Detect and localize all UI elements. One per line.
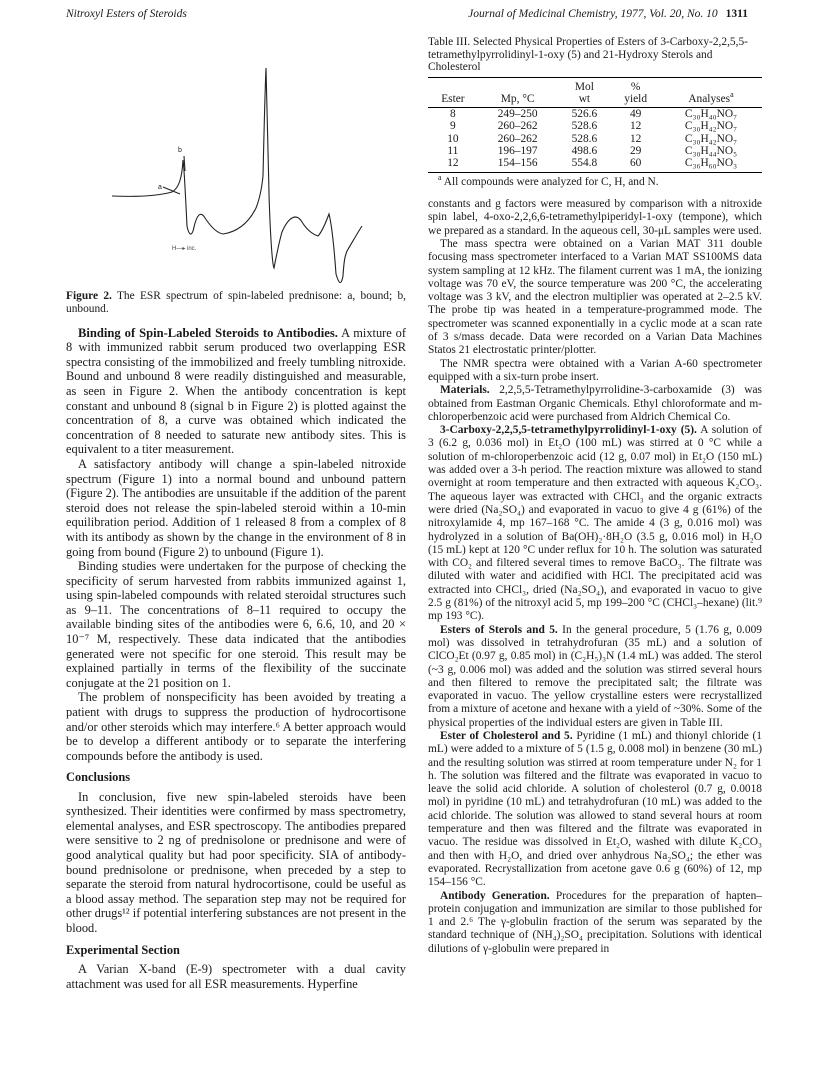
cell-yield: 60: [611, 157, 660, 172]
table-footnote: [438, 173, 762, 189]
run-in-heading: 3-Carboxy-2,2,5,5-tetramethylpyrrolidinyl-1-oxy (5).: [440, 424, 697, 437]
running-header-right: [468, 8, 748, 20]
col-header-wt: wt: [557, 93, 611, 108]
journal-citation: Journal of Medicinal Chemistry, 1977, Vol. 20, No. 10: [468, 8, 718, 20]
footnote-marker: a: [730, 89, 734, 99]
paragraph-nmr: The NMR spectra were obtained with a Varian A-60 spectrometer equipped with a six-turn probe insert.: [428, 357, 762, 383]
table-title: Table III. Selected Physical Properties of Esters of 3-Carboxy-2,2,5,5-tetramethylpyrrolidinyl-1-oxy (5) and 21-Hydroxy Sterols and Cholesterol: [428, 36, 748, 74]
page-number: 1311: [725, 8, 748, 20]
col-header-ester: Ester: [428, 93, 478, 108]
paragraph-conclusions: In conclusion, five new spin-labeled steroids have been synthesized. Their identities were confirmed by mass spectrometry, elemental analyses, and ESR spectroscopy. The antibodies prepared were sensitive to 2 ng of prednisolone or prednisone and were of good analytical quality but had poor specificity. SIA of antibody-bound prednisolone or prednisone, when preceded by a step to separate the steroid from natural hydrocortisone, could be useful as a blood assay method. The separation step may not be required for other drugs¹² if potential interfering substances are not present in the blood.: [66, 789, 406, 936]
cell-mp: 260–262: [497, 120, 538, 133]
esr-trace-bound: [112, 160, 223, 234]
table-row: [428, 133, 762, 145]
paragraph-nitroxyl-acid: [428, 424, 762, 623]
cell-ester: 10: [447, 132, 459, 145]
table-footnote-text: All compounds were analyzed for C, H, and N.: [441, 175, 659, 188]
cell-yield: 12: [629, 132, 642, 145]
cell-yield: 49: [629, 107, 642, 120]
paragraph-text: In the general procedure, 5 (1.76 g, 0.009 mol) was dissolved in tetrahydrofuran (35 mL) and a solution of ClCO₂Et (0.97 g, 0.85 mol) in (C₂H₅)₃N (1.4 mL) was added. The sterol (~3 g, 0.006 mol) was added and the solution was stirred several hours and then filtered to remove the precipitated salt; the filtrate was evaporated in vacuo. The yellow crystalline esters were recrystallized from a mixture of acetone and hexane with a yield of ~30%. Some of the physical properties of the individual esters are given in Table III.: [428, 623, 762, 729]
figure-2: [66, 36, 406, 284]
cell-ester: 9: [450, 120, 456, 133]
section-heading-experimental: Experimental Section: [66, 942, 180, 957]
cell-mw: 554.8: [557, 157, 611, 172]
run-in-heading: Materials.: [440, 384, 490, 397]
col-header-ester-spacer: [428, 77, 478, 93]
cell-mw: 528.6: [571, 132, 598, 145]
section-heading-conclusions: Conclusions: [66, 770, 131, 785]
col-header-mp: Mp, °C: [478, 93, 558, 108]
figure-caption: [66, 290, 406, 317]
table-row: [428, 157, 762, 172]
paragraph-text: A mixture of 8 with immunized rabbit serum produced two overlapping ESR spectra consisting of the immobilized and freely tumbling nitroxide. Bound and unbound 8 were readily distinguished and measurable, as seen in Figure 2. When the antibody concentration is kept constant and unbound 8 (signal b in Figure 2) is plotted against the concentration of 8, a curve was obtained which indicated the concentration of 8 needed to saturate new antibody sites. This is equivalent to a titer measurement.: [66, 325, 406, 457]
cell-mp: 260–262: [497, 132, 538, 145]
cell-yield: 29: [629, 145, 642, 157]
left-body-text: [66, 326, 406, 992]
run-in-heading: Ester of Cholesterol and 5.: [440, 729, 573, 742]
right-body-text: [428, 198, 762, 956]
col-header-analyses: [660, 89, 762, 108]
cell-mw: 528.6: [571, 120, 598, 133]
paragraph-sterol-esters: [428, 624, 762, 730]
cell-analyses: C₃₀H₄₀NO₇: [684, 107, 738, 120]
col-header-mol: Mol: [557, 77, 611, 93]
paragraph-cholesterol-ester: [428, 730, 762, 890]
figure-caption-text: The ESR spectrum of spin-labeled prednisone: a, bound; b, unbound.: [66, 290, 406, 316]
spectrum-label-a: a: [158, 184, 162, 191]
run-in-heading: Binding of Spin-Labeled Steroids to Antibodies.: [78, 325, 338, 340]
paragraph-binding-studies: Binding studies were undertaken for the purpose of checking the specificity of serum harvested from rabbits immunized against 1, using spin-labeled compounds with related steroidal structures such as 9–11. The concentrations of 8–11 required to occupy the available binding sites of the antibodies were 6, 6.6, 10, and 20 × 10⁻⁷ M, respectively. These data indicated that the antibodies generated were not specific for one steroid. This result may be explained partially in terms of the flexibility of the succinate conjugate at the 21 position on 1.: [66, 559, 406, 690]
table-row: [428, 145, 762, 157]
cell-mw: 526.6: [571, 107, 598, 120]
paragraph-satisfactory-antibody: A satisfactory antibody will change a spin-labeled nitroxide spectrum (Figure 1) into a normal bound and unbound pattern (Figure 2). The antibodies are unsuitable if the addition of the parent steroid does not release the spin-labeled steroid within a 10-min equilibration period. Addition of 1 released 8 from a complex of 8 with its antibody as shown by the change in the environment of 8 in going from bound (Figure 2) to unbound (Figure 1).: [66, 456, 406, 559]
paragraph-text: 2,2,5,5-Tetramethylpyrrolidine-3-carboxamide (3) was obtained from Eastman Organic Chemicals. Ethyl chloroformate and m-chloroperbenzoic acid were purchased from Aldrich Chemical Co.: [428, 384, 762, 423]
paragraph-text: Pyridine (1 mL) and thionyl chloride (1 mL) were added to a mixture of 5 (1.5 g, 0.008 mol) in benzene (30 mL) and the resulting solution was stirred at room temperature under N₂ for 1 h. The solution was filtered and the filtrate was evaporated in vacuo to leave the solid acid chloride. A solution of cholesterol (0.7 g, 0.0018 mol) in pyridine (10 mL) and tetrahydrofuran (10 mL) was added to the acid chloride. The solution was allowed to stand several hours at room temperature and then was filtered and the filtrate was evaporated in vacuo. The residue was dissolved in Et₂O, washed with dilute K₂CO₃ and then with H₂O, and dried over anhydrous Na₂SO₄; the ether was evaporated. Recrystallization from acetone gave 0.6 g (60%) of 12, mp 154–156 °C.: [428, 729, 763, 889]
cell-analyses: C₃₀H₄₂NO₇: [684, 120, 738, 133]
cell-analyses: C₃₀H₄₄NO₅: [684, 145, 738, 157]
paragraph-nonspecificity: The problem of nonspecificity has been avoided by treating a patient with drugs to suppress the production of hydrocortisone and/or other steroids which may interfere.⁶ A better approach would be to develop a different antibody or to separate the interfering compounds before the antibody is used.: [66, 690, 406, 763]
col-header-yield: yield: [611, 93, 660, 108]
cell-yield: 12: [629, 120, 642, 133]
spectrum-label-b: b: [178, 147, 182, 154]
left-column: [66, 36, 406, 991]
paragraph-antibody-generation: [428, 890, 762, 956]
paragraph-experimental: A Varian X-band (E-9) spectrometer with a dual cavity attachment was used for all ESR measurements. Hyperfine: [66, 961, 406, 991]
cell-analyses: C₃₀H₄₂NO₇: [684, 132, 738, 145]
cell-ester: 11: [447, 145, 459, 157]
run-in-heading: Esters of Sterols and 5.: [440, 623, 558, 636]
col-header-percent: %: [611, 77, 660, 93]
paragraph-hyperfine-cont: constants and g factors were measured by comparison with a nitroxide spin label, 4-oxo-2,2,6,6-tetramethylpiperidyl-1-oxy (tempone), which we prepared as a standard. In the aqueous cell, 30-μL samples were used.: [428, 198, 762, 237]
col-header-analyses-spacer: [660, 77, 762, 93]
table-row: [428, 120, 762, 132]
run-in-heading: Antibody Generation.: [440, 889, 550, 902]
paragraph-materials: [428, 384, 762, 424]
footnote-marker: a: [438, 173, 442, 183]
paragraph-text: A solution of 3 (6.2 g, 0.036 mol) in Et₂O (100 mL) was stirred at 0 °C while a solution of m-chloroperbenzoic acid (12 g, 0.07 mol) in Et₂O (150 mL) was added over a 3-h period. The reaction mixture was allowed to stand overnight at room temperature and then extracted with aqueous K₂CO₃. The aqueous layer was extracted with CHCl₃ and the organic extracts were dried (Na₂SO₄) and evaporated in vacuo to give 4 g (61%) of the nitroxylamide 4, mp 167–168 °C. The amide 4 (3 g, 0.016 mol) was hydrolyzed in a solution of Ba(OH)₂·8H₂O (3.5 g, 0.016 mol) in H₂O (15 mL) kept at 120 °C under reflux for 10 h. The solution was saturated with CO₂ and filtered several times to remove BaCO₃. The filtrate was diluted with water and acidified with HCl. The precipitated acid was extracted into CHCl₃, dried (Na₂SO₄), and evaporated in vacuo to give 2.5 g (81%) of the nitroxyl acid 5, mp 199–200 °C (CHCl₃–hexane) (lit.⁹ mp 193 °C).: [428, 424, 762, 623]
cell-analyses: C₃₆H₆₀NO₃: [660, 157, 762, 172]
table-row: [428, 107, 762, 120]
paragraph-binding: [66, 326, 406, 457]
cell-ester: 8: [450, 107, 456, 120]
field-direction-label: H—▸ inc.: [172, 246, 197, 252]
running-header-left: Nitroxyl Esters of Steroids: [66, 8, 187, 20]
esr-spectrum-plot: [66, 36, 406, 284]
label-a-pointer: [163, 187, 180, 194]
right-column: [428, 36, 762, 956]
esr-trace-unbound: [223, 68, 362, 283]
physical-properties-table: [428, 77, 762, 173]
cell-mp: 196–197: [497, 145, 538, 157]
paragraph-text: Procedures for the preparation of hapten–protein conjugation and immunization are similar to those published for 1 and 2.⁶ The γ-globulin fraction of the serum was separated by the standard technique of (NH₄)₂SO₄ precipitation. Solutions with identical dilutions of γ-globulin were prepared in: [428, 889, 762, 955]
cell-ester: 12: [428, 157, 478, 172]
figure-caption-label: Figure 2.: [66, 290, 112, 302]
cell-mw: 498.6: [571, 145, 598, 157]
cell-mp: 154–156: [478, 157, 558, 172]
cell-mp: 249–250: [497, 107, 538, 120]
paragraph-mass-spectra: The mass spectra were obtained on a Varian MAT 311 double focusing mass spectrometer interfaced to a Varian MAT SS100MS data system sampling at 12 kHz. The filament current was 1 mA, the ionizing voltage was 70 eV, the source temperature was 200 °C, the accelerating voltage was 3 kV, and the electron multiplier was operated at 2–2.5 kV. The probe tip was heated in a temperature-programmed mode. The spectrometer was scanned exponentially in a cyclic mode at a scan rate of 3 s/mass decade. Data were recorded on a Varian Data Machines Statos 21 electrostatic printer/plotter.: [428, 238, 762, 357]
col-header-mp-spacer: [478, 77, 558, 93]
analyses-header-text: Analyses: [688, 92, 731, 105]
